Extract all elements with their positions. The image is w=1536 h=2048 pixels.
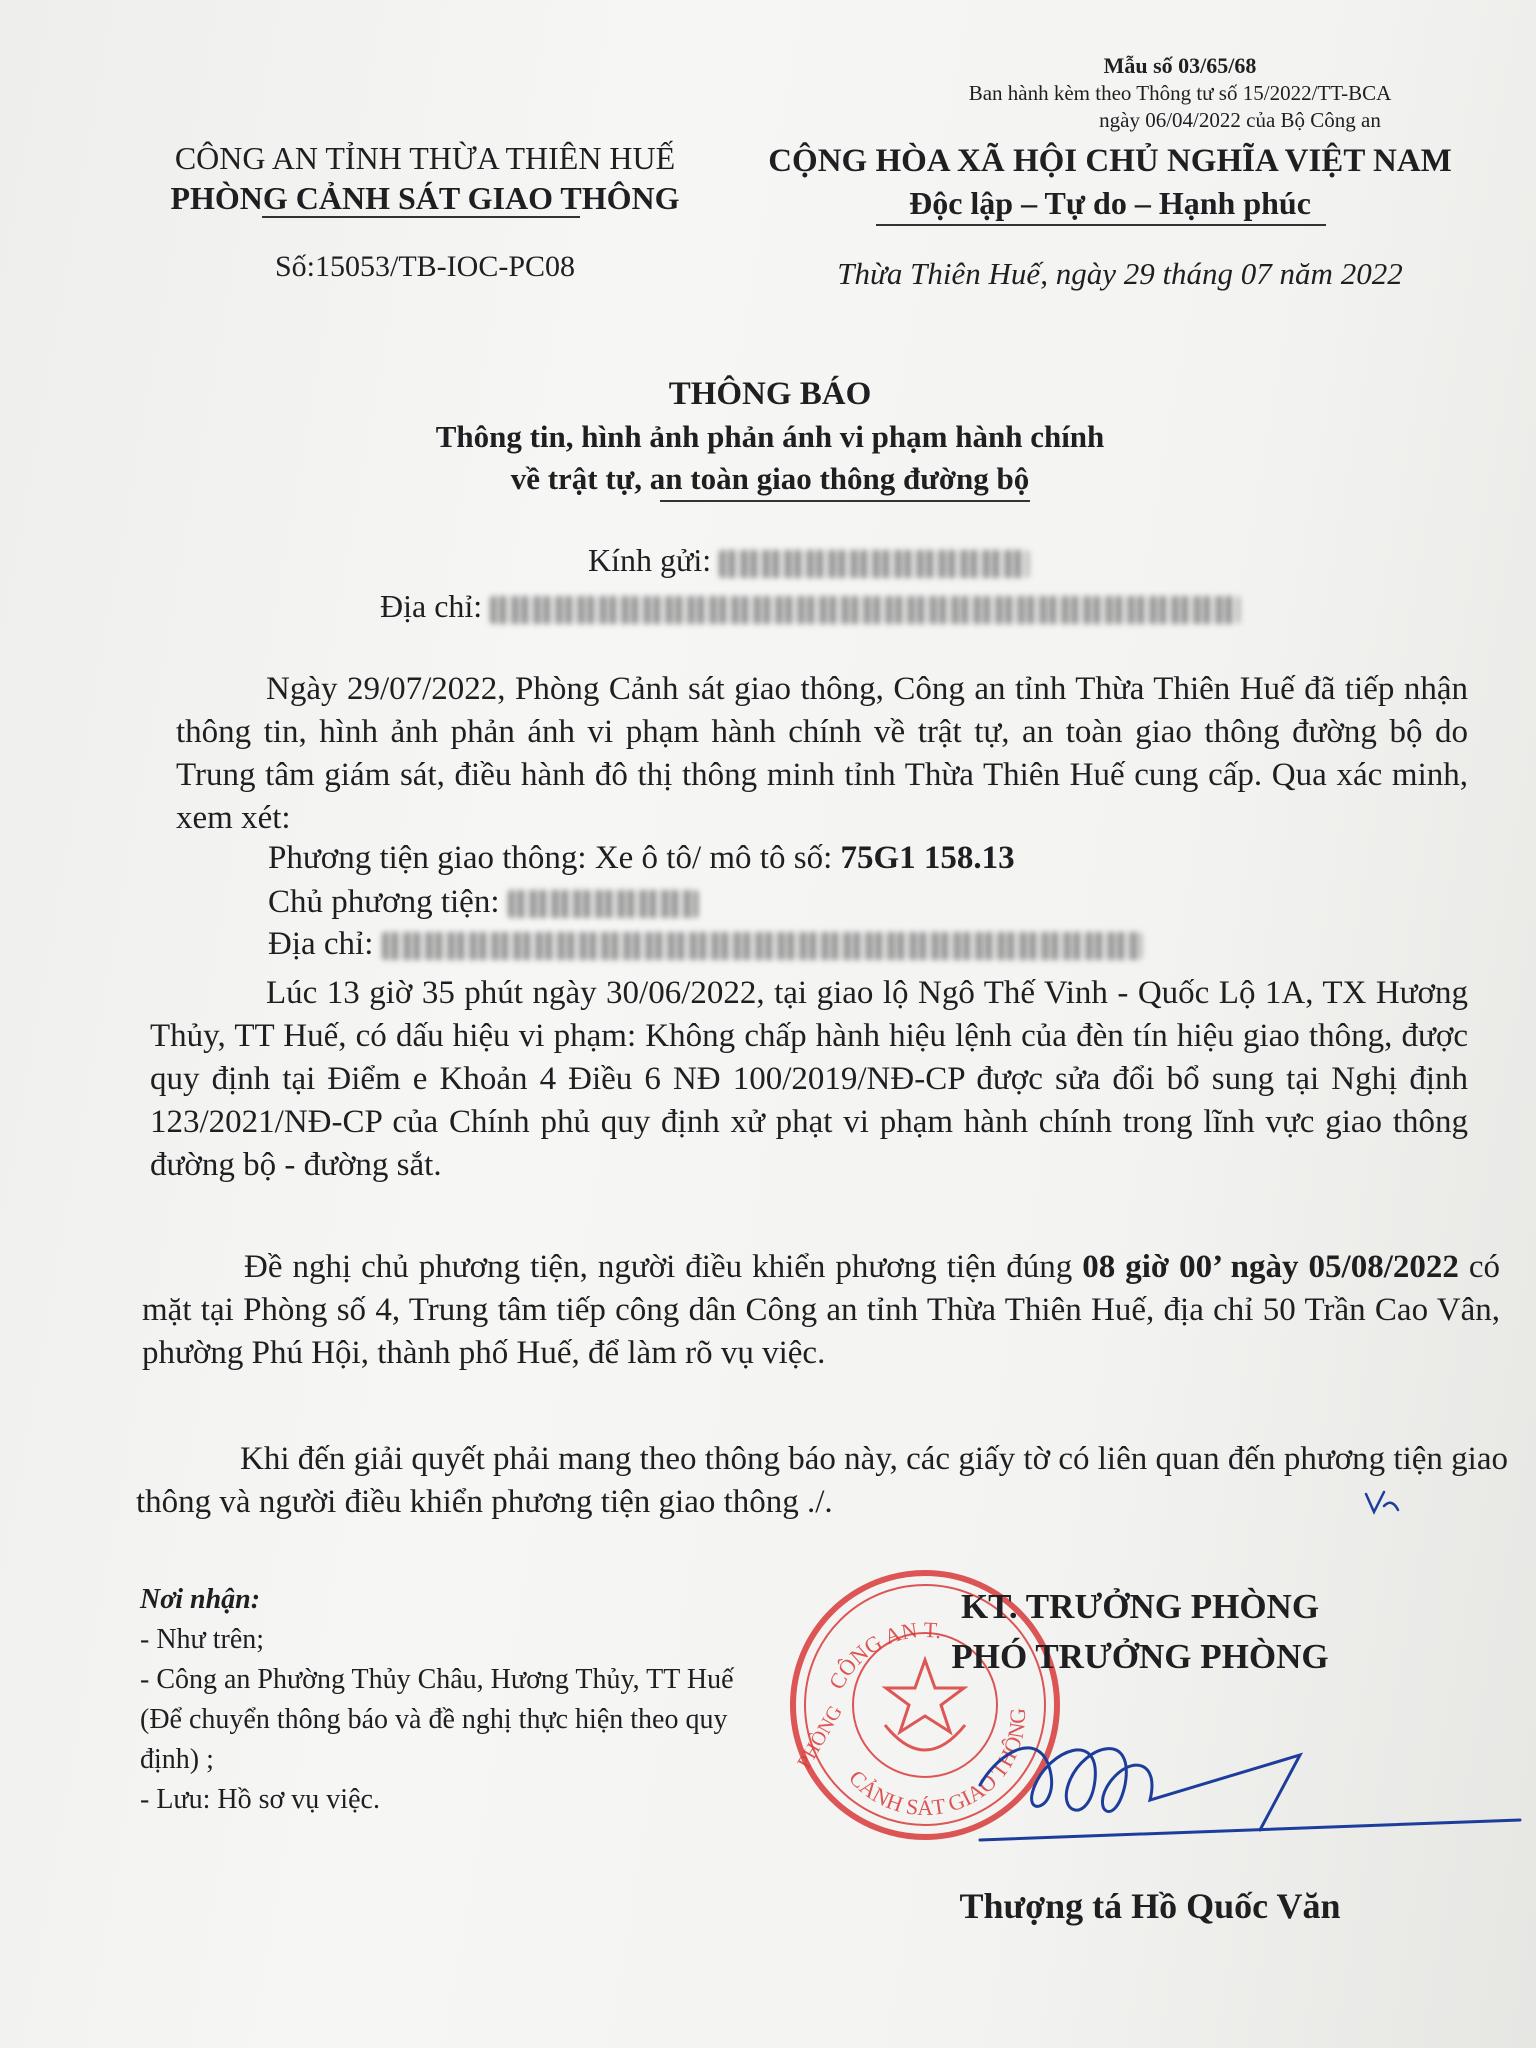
notice-subtitle-1: Thông tin, hình ảnh phản ánh vi phạm hành chính: [435, 419, 1105, 454]
stamp-bottom-text: CẢNH SÁT GIAO THÔNG: [844, 1707, 1031, 1821]
vehicle-label: Phương tiện giao thông: Xe ô tô/ mô tô số:: [268, 840, 833, 876]
form-issued-line2: ngày 06/04/2022 của Bộ Công an: [1099, 108, 1381, 132]
motto-rule: [876, 224, 1326, 226]
vehicle-plate: 75G1 158.13: [840, 840, 1015, 876]
vehicle-line: [268, 840, 1015, 877]
form-issued-line1: Ban hành kèm theo Thông tư số 15/2022/TT-BCA: [968, 81, 1392, 105]
distribution-item: - Lưu: Hồ sơ vụ việc.: [140, 1784, 380, 1815]
issuer-department: PHÒNG CẢNH SÁT GIAO THÔNG: [170, 180, 680, 216]
form-code: Mẫu số 03/65/68: [1103, 53, 1257, 78]
stamp-wreath-icon: [885, 1725, 965, 1750]
signature-line1: KT. TRƯỞNG PHÒNG: [960, 1587, 1320, 1626]
request-prefix: Đề nghị chủ phương tiện, người điều khiển phương tiện đúng: [244, 1249, 1073, 1285]
stamp-left-text: PHÒNG: [793, 1701, 847, 1773]
country-name: CỘNG HÒA XÃ HỘI CHỦ NGHĨA VIỆT NAM: [768, 143, 1452, 179]
signature-title: [880, 1582, 1400, 1682]
owner-line: [268, 884, 698, 921]
state-header: [730, 140, 1490, 224]
request-paragraph: [142, 1246, 1500, 1375]
form-reference: [900, 52, 1460, 134]
distribution-heading: Nơi nhận:: [140, 1584, 261, 1615]
recipient-address-line: [380, 588, 1240, 625]
request-suffix: có mặt tại Phòng số 4, Trung tâm tiếp công dân Công an tỉnh Thừa Thiên Huế, địa chỉ 50 Trần Cao Vân, phường Phú Hội, thành phố Huế, để làm rõ vụ việc.: [142, 1249, 1501, 1371]
violation-paragraph: Lúc 13 giờ 35 phút ngày 30/06/2022, tại giao lộ Ngô Thế Vinh - Quốc Lộ 1A, TX Hương Thủy, TT Huế, có dấu hiệu vi phạm: Không chấp hành hiệu lệnh của đèn tín hiệu giao thông, được quy định tại Điểm e Khoản 4 Điều 6 NĐ 100/2019/NĐ-CP được sửa đổi bổ sung tại Nghị định 123/2021/NĐ-CP của Chính phủ quy định xử phạt vi phạm hành chính trong lĩnh vực giao thông đường bộ - đường sắt.: [150, 975, 1468, 1183]
national-motto: Độc lập – Tự do – Hạnh phúc: [909, 185, 1311, 221]
signer-name: Thượng tá Hồ Quốc Văn: [959, 1886, 1341, 1926]
initial-mark: [1362, 1488, 1402, 1518]
redacted-owner-address: [382, 932, 1142, 960]
recipient-address-label: Địa chỉ:: [380, 588, 483, 624]
issuer-header: [140, 138, 710, 218]
request-time: 08 giờ 00’ ngày 05/08/2022: [1082, 1249, 1459, 1285]
redacted-recipient-address: [490, 596, 1240, 624]
document-number: Số:15053/TB-IOC-PC08: [274, 250, 576, 283]
place-date: Thừa Thiên Huế, ngày 29 tháng 07 năm 2022: [837, 256, 1403, 291]
owner-address-line: [268, 926, 1142, 963]
redacted-recipient-name: [719, 550, 1029, 578]
redacted-owner-name: [508, 890, 698, 918]
distribution-item: - Công an Phường Thủy Châu, Hương Thủy, TT Huế (Để chuyển thông báo và đề nghị thực hiện theo quy định) ;: [140, 1664, 734, 1775]
owner-label: Chủ phương tiện:: [268, 884, 500, 920]
issuer-agency: CÔNG AN TỈNH THỪA THIÊN HUẾ: [174, 140, 676, 176]
handwritten-signature: [960, 1690, 1536, 1860]
signature-line2: PHÓ TRƯỞNG PHÒNG: [951, 1637, 1329, 1676]
notice-title-block: [280, 372, 1260, 500]
distribution-list: [140, 1580, 780, 1820]
owner-address-label: Địa chỉ:: [268, 926, 374, 962]
closing-paragraph: Khi đến giải quyết phải mang theo thông báo này, các giấy tờ có liên quan đến phương tiện giao thông và người điều khiển phương tiện giao thông ./.: [136, 1441, 1508, 1520]
recipient-line: [588, 542, 1029, 579]
notice-subtitle-2: về trật tự, an toàn giao thông đường bộ: [510, 461, 1030, 496]
intro-paragraph: Ngày 29/07/2022, Phòng Cảnh sát giao thông, Công an tỉnh Thừa Thiên Huế đã tiếp nhận thông tin, hình ảnh phản ánh vi phạm hành chính về trật tự, an toàn giao thông đường bộ do Trung tâm giám sát, điều hành đô thị thông minh tỉnh Thừa Thiên Huế cung cấp. Qua xác minh, xem xét:: [176, 671, 1468, 836]
issuer-rule: [262, 216, 580, 218]
notice-title: THÔNG BÁO: [668, 376, 872, 412]
recipient-label: Kính gửi:: [588, 542, 712, 578]
distribution-item: - Như trên;: [140, 1624, 265, 1655]
title-rule: [660, 500, 1030, 502]
stamp-top-text: CÔNG AN T.: [823, 1616, 944, 1694]
